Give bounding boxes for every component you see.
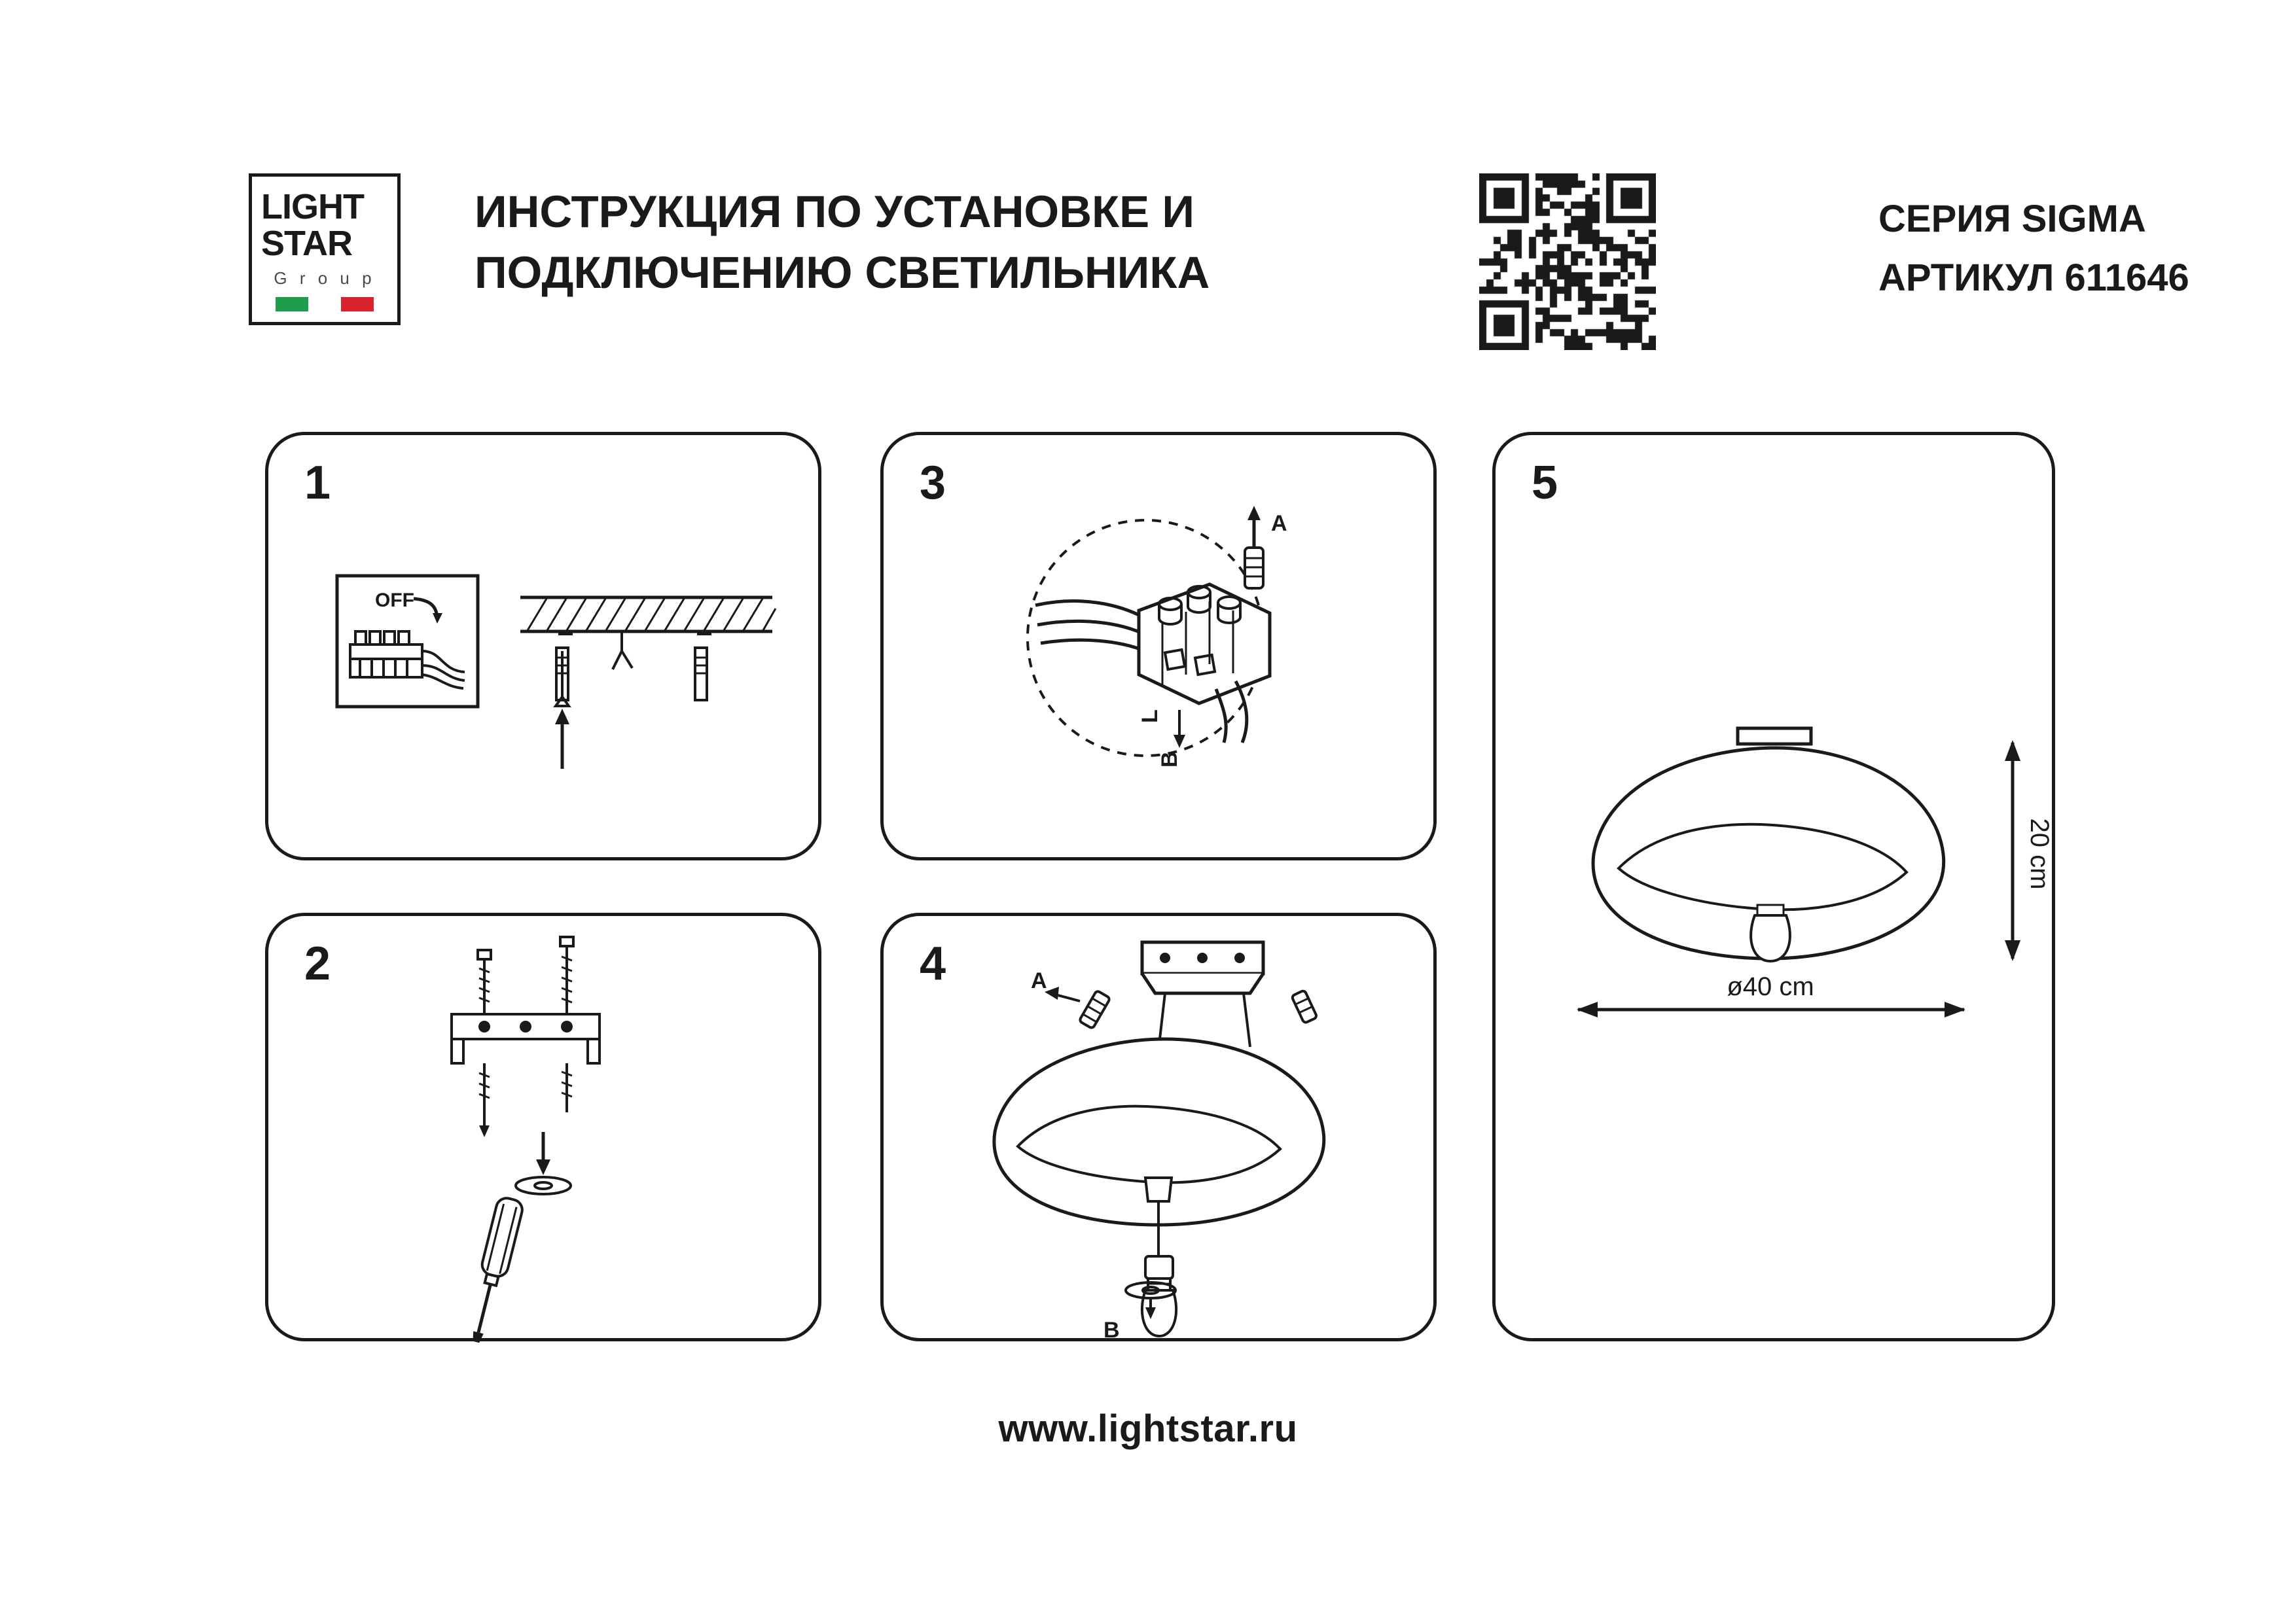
brand-logo: [249, 173, 401, 325]
italy-flag-icon: [276, 297, 374, 311]
dimension-width-label: ø40 cm: [1727, 972, 1814, 1001]
step-number-5: 5: [1532, 457, 1558, 509]
step-number-2: 2: [304, 938, 331, 990]
off-label: OFF: [375, 590, 414, 611]
document-header: [249, 167, 2189, 330]
step-1-illustration: [268, 435, 825, 864]
logo-line-2: STAR: [261, 224, 352, 263]
step-number-3: 3: [920, 457, 946, 509]
series-label: СЕРИЯ SIGMA: [1878, 198, 2146, 240]
qr-code-icon: [1479, 173, 1656, 350]
step-panel-5: [1492, 432, 2055, 1341]
step-3-illustration: [884, 435, 1440, 864]
step-number-1: 1: [304, 457, 331, 509]
step-panel-2: [265, 913, 821, 1341]
label-a: A: [1031, 968, 1047, 993]
label-l: L: [1138, 709, 1162, 723]
step-panel-1: [265, 432, 821, 860]
step-panel-4: [880, 913, 1437, 1341]
label-a: A: [1271, 511, 1287, 536]
flag-stripe-white: [308, 297, 341, 311]
logo-wordmark: [252, 188, 397, 262]
page-title: ИНСТРУКЦИЯ ПО УСТАНОВКЕ И ПОДКЛЮЧЕНИЮ СВЕТИЛЬНИКА: [475, 186, 1210, 298]
dimension-height-label: 20 cm: [2025, 818, 2054, 890]
step-number-4: 4: [920, 938, 946, 990]
logo-line-1: LIGHT: [261, 187, 364, 226]
label-b: B: [1157, 751, 1182, 768]
article-label: АРТИКУЛ 611646: [1878, 256, 2189, 299]
logo-group-text: G r o u p: [274, 268, 376, 288]
step-5-illustration: [1496, 435, 2058, 1345]
step-panel-3: [880, 432, 1437, 860]
label-b: B: [1103, 1318, 1120, 1343]
step-4-illustration: [884, 916, 1440, 1345]
product-info: [1878, 190, 2296, 308]
flag-stripe-green: [276, 297, 308, 311]
flag-stripe-red: [341, 297, 374, 311]
step-2-illustration: [268, 916, 825, 1345]
footer-website[interactable]: www.lightstar.ru: [998, 1407, 1298, 1450]
